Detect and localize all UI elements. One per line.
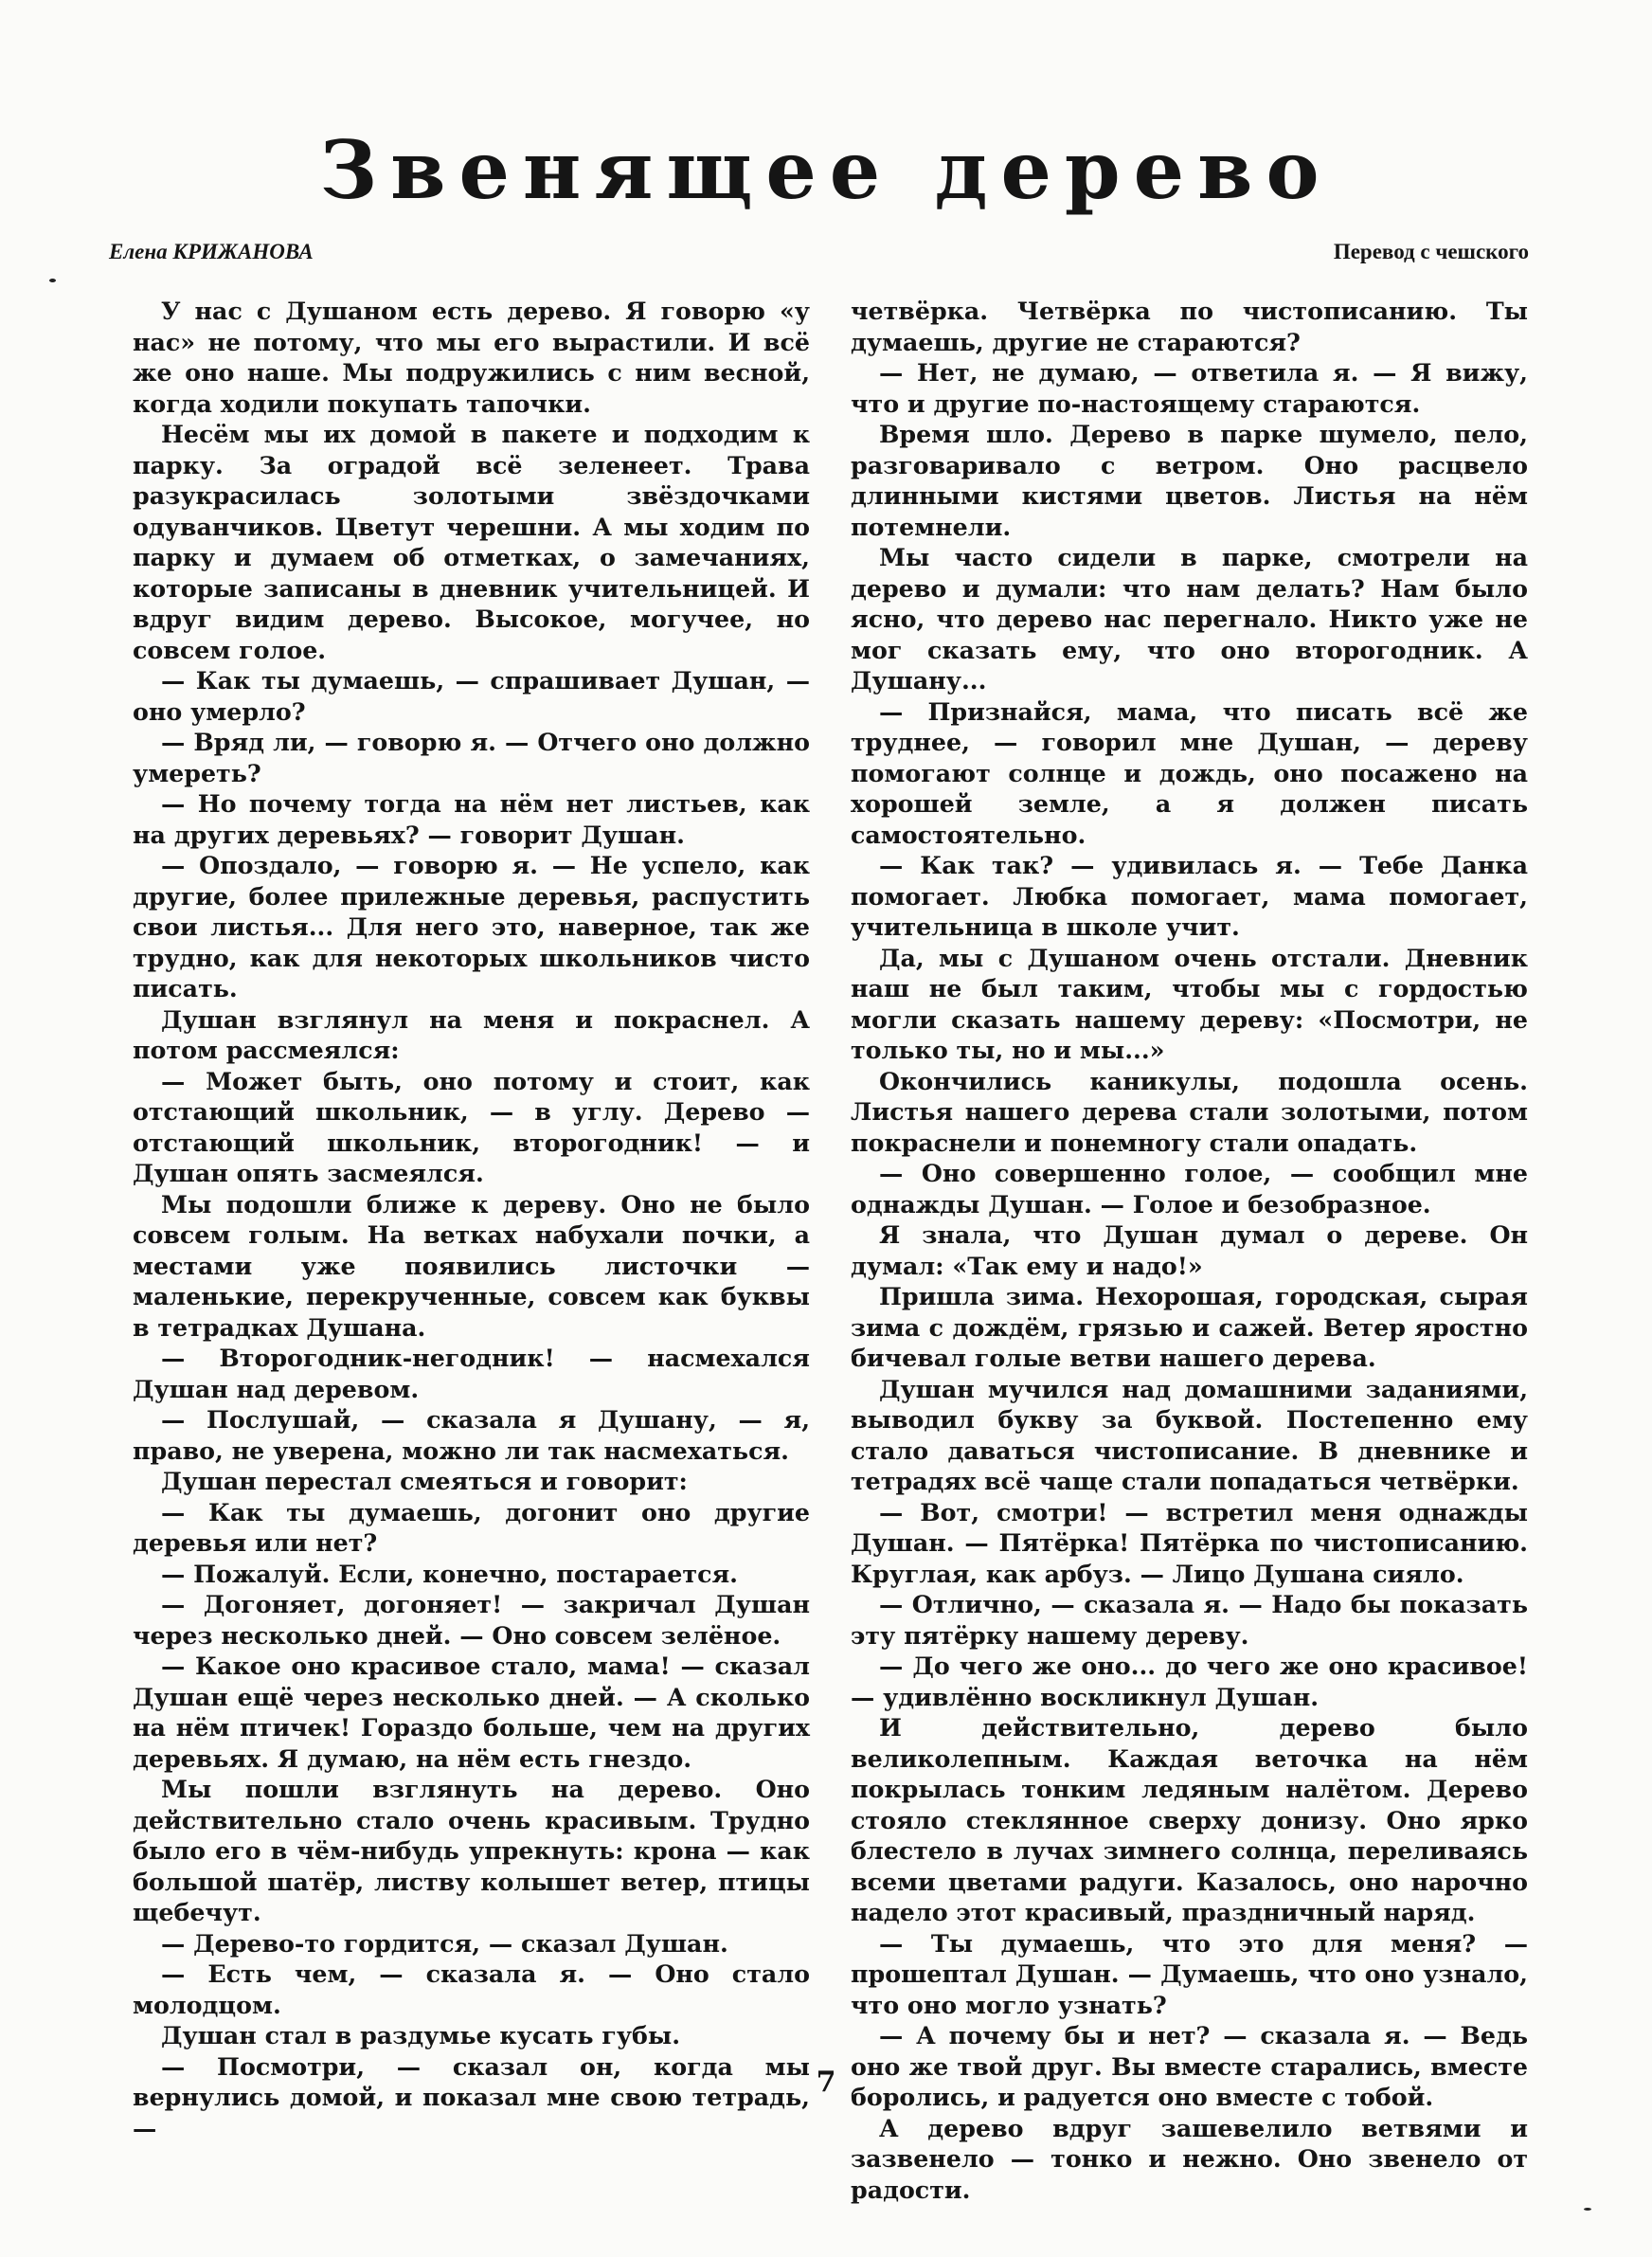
paragraph: — Пожалуй. Если, конечно, постарается. (161, 1559, 738, 1588)
paragraph: Душан перестал смеяться и говорит: (161, 1467, 688, 1495)
paragraph: Да, мы с Душаном очень отстали. Дневник наш не был таким, чтобы мы с гордостью могли сказать нашему дереву: «Посмотри, не только ты, но и мы...» (851, 943, 1528, 1064)
paragraph: Мы подошли ближе к дереву. Оно не было совсем голым. На ветках набухали почки, а местами уже появились листочки — маленькие, перекрученные, совсем как буквы в тетрадках Душана. (133, 1189, 810, 1342)
paragraph: — Послушай, — сказала я Душану, — я, право, не уверена, можно ли так насмехаться. (133, 1405, 810, 1465)
paragraph: — Догоняет, догоняет! — закричал Душан через несколько дней. — Оно совсем зелёное. (133, 1590, 810, 1650)
paragraph: — Но почему тогда на нём нет листьев, как на других деревьях? — говорит Душан. (133, 789, 810, 849)
scan-speck (49, 279, 56, 282)
paragraph: — Может быть, оно потому и стоит, как отстающий школьник, — в углу. Дерево — отстающий школьник, второгодник! — и Душан опять засмеялся. (133, 1066, 810, 1187)
left-column (133, 296, 810, 2143)
paragraph: — Вряд ли, — говорю я. — Отчего оно должно умереть? (133, 728, 810, 787)
paragraph: — Нет, не думаю, — ответила я. — Я вижу, что и другие по-настоящему стараются. (851, 358, 1528, 418)
author-name: Елена КРИЖАНОВА (109, 240, 314, 263)
paragraph: — Как ты думаешь, догонит оно другие деревья или нет? (133, 1497, 810, 1557)
paragraph: четвёрка. Четвёрка по чистописанию. Ты думаешь, другие не стараются? (851, 297, 1528, 356)
paragraph: Мы часто сидели в парке, смотрели на дерево и думали: что нам делать? Нам было ясно, что дерево нас перегнало. Никто уже не мог сказать ему, что оно второгодник. А Душану... (851, 543, 1528, 695)
paragraph: Окончились каникулы, подошла осень. Листья нашего дерева стали золотыми, потом покраснели и понемногу стали опадать. (851, 1066, 1528, 1157)
article-title: Звенящее дерево (319, 123, 1333, 217)
paragraph: А дерево вдруг зашевелило ветвями и зазвенело — тонко и нежно. Оно звенело от радости. (851, 2113, 1528, 2204)
paragraph: — Посмотри, — сказал он, когда мы вернулись домой, и показал мне свою тетрадь, — (133, 2051, 810, 2142)
right-column (851, 296, 1528, 2205)
paragraph: — Отлично, — сказала я. — Надо бы показать эту пятёрку нашему дереву. (851, 1590, 1528, 1650)
paragraph: Мы пошли взглянуть на дерево. Оно действительно стало очень красивым. Трудно было его в чём-нибудь упрекнуть: крона — как большой шатёр, листву колышет ветер, птицы щебечут. (133, 1775, 810, 1926)
paragraph: — Ты думаешь, что это для меня? — прошептал Душан. — Думаешь, что оно узнало, что оно могло узнать? (851, 1928, 1528, 2019)
paragraph: — А почему бы и нет? — сказала я. — Ведь оно же твой друг. Вы вместе старались, вместе боролись, и радуется оно вместе с тобой. (851, 2021, 1528, 2111)
paragraph: — Есть чем, — сказала я. — Оно стало молодцом. (133, 1959, 810, 2019)
paragraph: — Второгодник-негодник! — насмехался Душан над деревом. (133, 1344, 810, 1403)
paragraph: — Вот, смотри! — встретил меня однажды Душан. — Пятёрка! Пятёрка по чистописанию. Круглая, как арбуз. — Лицо Душана сияло. (851, 1497, 1528, 1588)
paragraph: — Опоздало, — говорю я. — Не успело, как другие, более прилежные деревья, распустить свои листья... Для него это, наверное, так же трудно, как для некоторых школьников чисто писать. (133, 851, 810, 1002)
paragraph: — Как так? — удивилась я. — Тебе Данка помогает. Любка помогает, мама помогает, учительница в школе учит. (851, 851, 1528, 941)
paragraph: Душан взглянул на меня и покраснел. А потом рассмеялся: (133, 1004, 810, 1064)
paragraph: Несём мы их домой в пакете и подходим к парку. За оградой всё зеленеет. Трава разукрасилась золотыми звёздочками одуванчиков. Цветут черешни. А мы ходим по парку и думаем об отметках, о замечаниях, которые записаны в дневник учительницей. И вдруг видим дерево. Высокое, могучее, но совсем голое. (133, 420, 810, 664)
paragraph: — Дерево-то гордится, — сказал Душан. (161, 1928, 728, 1958)
scan-speck (1584, 2208, 1591, 2211)
paragraph: Пришла зима. Нехорошая, городская, сырая зима с дождём, грязью и сажей. Ветер яростно бичевал голые ветви нашего дерева. (851, 1282, 1528, 1372)
paragraph: — Как ты думаешь, — спрашивает Душан, — оно умерло? (133, 666, 810, 726)
paragraph: — Какое оно красивое стало, мама! — сказал Душан ещё через несколько дней. — А сколько на нём птичек! Гораздо больше, чем на других деревьях. Я думаю, на нём есть гнездо. (133, 1652, 810, 1773)
paragraph: Я знала, что Душан думал о дереве. Он думал: «Так ему и надо!» (851, 1220, 1528, 1280)
paragraph: И действительно, дерево было великолепным. Каждая веточка на нём покрылась тонким ледяным налётом. Дерево стояло стеклянное сверху донизу. Оно ярко блестело в лучах зимнего солнца, переливаясь всеми цветами радуги. Казалось, оно нарочно надело этот красивый, праздничный наряд. (851, 1713, 1528, 1926)
paragraph: Душан мучился над домашними заданиями, выводил букву за буквой. Постепенно ему стало даваться чистописание. В дневнике и тетрадях всё чаще стали попадаться четвёрки. (851, 1374, 1528, 1495)
translation-note: Перевод с чешского (1333, 240, 1529, 263)
paragraph: — Признайся, мама, что писать всё же труднее, — говорил мне Душан, — дереву помогают солнце и дождь, оно посажено на хорошей земле, а я должен писать самостоятельно. (851, 696, 1528, 849)
paragraph: — Оно совершенно голое, — сообщил мне однажды Душан. — Голое и безобразное. (851, 1159, 1528, 1219)
paragraph: У нас с Душаном есть дерево. Я говорю «у нас» не потому, что мы его вырастили. И всё же оно наше. Мы подружились с ним весной, когда ходили покупать тапочки. (133, 297, 810, 418)
paragraph: Душан стал в раздумье кусать губы. (161, 2021, 681, 2049)
paragraph: Время шло. Дерево в парке шумело, пело, разговаривало с ветром. Оно расцвело длинными кистями цветов. Листья на нём потемнели. (851, 420, 1528, 541)
paragraph: — До чего же оно... до чего же оно красивое! — удивлённо воскликнул Душан. (851, 1652, 1528, 1711)
page-number: 7 (816, 2066, 836, 2099)
